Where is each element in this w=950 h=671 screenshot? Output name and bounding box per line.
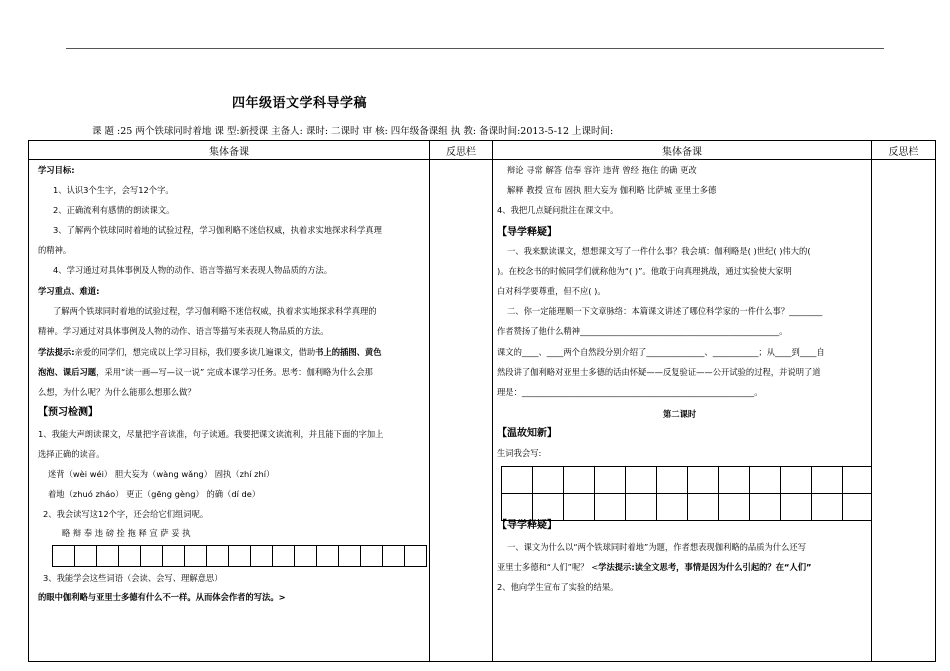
tip-text-1: 亲爱的同学们，想完成以上学习目标，我们要多读几遍课文，借助: [74, 347, 316, 357]
tip-line-2: [38, 367, 373, 378]
page-title: 四年级语文学科导学稿: [232, 96, 368, 111]
col-header-reflect-right: 反思栏: [872, 141, 936, 160]
goal-4: 4、学习通过对具体事例及人物的动作、语言等描写来表现人物品质的方法。: [53, 265, 333, 275]
char-writing-grid: [53, 545, 427, 567]
question-1b: [497, 562, 812, 573]
word-row-2: 解释 教授 宣布 固执 胆大妄为 伽利略 比萨城 亚里士多德: [507, 185, 717, 195]
header-rule: [66, 48, 884, 49]
preview-1: 1、我能大声朗读课文，尽量把字音读准，句子读通。我要把课文读流利，并且能下面的字加上: [38, 429, 384, 439]
goal-1: 1、认识3个生字，会写12个字。: [53, 185, 174, 195]
guide-1c: 白对科学要尊重，但不应( )。: [497, 286, 606, 296]
preview-1-cont: 选择正确的读音。: [38, 449, 105, 459]
question-1b-text: 亚里士多德和“人们”呢？ <: [497, 562, 599, 572]
key-2: 精神。学习通过对具体事例及人物的动作、语言等描写来表现人物品质的方法。: [38, 326, 329, 336]
guide-2e: 理是：________________________________________________________。: [497, 387, 763, 397]
goal-3-cont: 的精神。: [38, 245, 72, 255]
key-1: 了解两个铁球同时着地的试验过程，学习伽利略不迷信权威，执着求实地探求科学真理的: [53, 306, 377, 316]
word-writing-grid: [502, 467, 871, 521]
goals-title: 学习目标:: [38, 165, 75, 175]
pinyin-row-1: 迷背（wèi wéi） 胆大妄为（wàng wǎng） 固执（zhí zhí）: [48, 469, 275, 479]
goal-2: 2、正确流利有感情的朗读课文。: [53, 205, 175, 215]
tip-text-2a: 泡泡、课后习题: [38, 367, 97, 377]
word-row-1: 辩论 寻常 解答 信奉 容许 违背 曾经 拖住 的确 更改: [507, 165, 697, 175]
guide-2a: 二、你一定能理顺一下文章脉络：本篇课文讲述了哪位科学家的一件什么事？________: [507, 306, 823, 316]
key-title: 学习重点、难道:: [38, 286, 100, 296]
question-1b-tip: 学法提示:读全文思考，事情是因为什么引起的？在“人们”: [598, 562, 812, 572]
guide-title: 【导学释疑】: [497, 227, 557, 238]
write-label: 生词我会写:: [497, 448, 542, 458]
col-header-prep-right: 集体备课: [493, 141, 872, 160]
col-header-prep-left: 集体备课: [29, 141, 430, 160]
question-1a: 一、课文为什么以“两个铁球同时着地”为题，作者想表现伽利略的品质为什么还写: [507, 542, 806, 552]
guide-1b: )。在校念书的时候同学们就称他为“( )”。他敢于向真理挑战，通过实验使大家明: [497, 266, 792, 276]
reflect-right: [872, 160, 936, 662]
guide-2c: 课文的____、____两个自然段分别介绍了______________、___________；从____到____自: [497, 347, 825, 357]
lesson-info: 课 题 :25 两个铁球同时着地 课 型:新授课 主备人: 课时: 二课时 审 核: 四年级备课组 执 教: 备课时间:2013-5-12 上课时间:: [92, 126, 614, 137]
guide2-title: 【导学释疑】: [497, 520, 557, 531]
right-content: [493, 160, 871, 661]
preview-3: 3、我能学会这些词语（会读、会写、理解意思）: [43, 573, 223, 583]
tip-line-1: [38, 347, 382, 358]
left-content: [29, 160, 429, 661]
guide-2d: 然段讲了伽利略对亚里士多德的话由怀疑——反复验证——公开试验的过程，并说明了道: [497, 367, 821, 377]
goal-3: 3、了解两个铁球同时着地的试验过程，学习伽利略不迷信权威，执着求实地探求科学真理: [53, 225, 382, 235]
lesson-2-heading: 第二课时: [663, 409, 697, 419]
reflect-left: [430, 160, 493, 662]
preview-title: 【预习检测】: [38, 407, 98, 418]
plan-table: [28, 140, 936, 662]
tip-text-2b: ，采用“读一画—写—议一说” 完成本课学习任务。思考：伽利略为什么会那: [96, 367, 373, 377]
preview-2: 2、我会读写这12个字，还会给它们组词呢。: [43, 509, 209, 519]
review-title: 【温故知新】: [497, 428, 557, 439]
char-list: 略 辩 奉 违 磅 拴 拖 释 宣 萨 妥 执: [62, 528, 191, 538]
tip-text-1b: 书上的插图、黄色: [315, 347, 382, 357]
tip-label: 学法提示:: [38, 347, 75, 357]
question-2: 2、他向学生宣布了实验的结果。: [497, 582, 619, 592]
left-bottom-line: 的眼中伽利略与亚里士多德有什么不一样。从而体会作者的写法。>: [38, 592, 286, 602]
tip-line-3: 么想，为什么呢？为什么能那么想那么做？: [38, 387, 196, 397]
col-header-reflect-left: 反思栏: [430, 141, 493, 160]
guide-1a: 一、我来默读课文，想想课文写了一件什么事？我会填：伽利略是( )世纪( )伟大的(: [507, 246, 811, 256]
pinyin-row-2: 着地（zhuó zháo） 更正（gēng gèng） 的确（dí de）: [48, 489, 261, 499]
right-item-4: 4、我把几点疑问批注在课文中。: [497, 205, 619, 215]
guide-2b: 作者赞扬了他什么精神________________________________________________。: [497, 326, 788, 336]
